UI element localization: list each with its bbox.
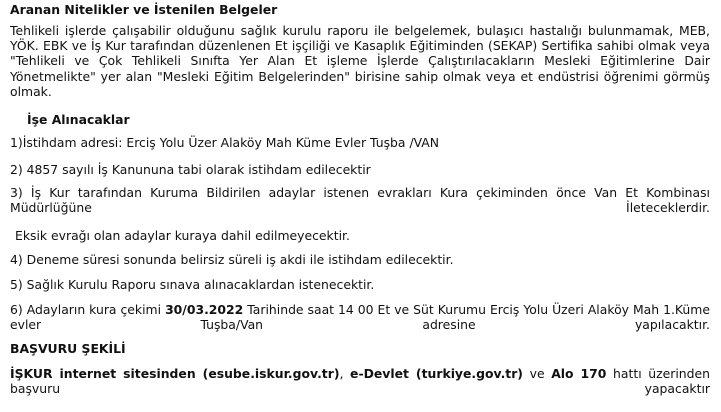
conjunction: ve: [522, 366, 552, 381]
iskur-website: İŞKUR internet sitesinden (esube.iskur.gov.tr): [10, 366, 340, 381]
alo-170-line: Alo 170: [551, 366, 607, 381]
application-tail: hattı üzerinden başvuru yapacaktır: [10, 366, 710, 397]
lottery-date: 30/03.2022: [165, 302, 244, 317]
separator: ,: [339, 366, 351, 381]
item-2: 2) 4857 sayılı İş Kanununa tabi olarak istihdam edilecektir: [10, 162, 371, 177]
qualifications-heading: Aranan Nitelikler ve İstenilen Belgeler: [10, 2, 278, 17]
item-4: 4) Deneme süresi sonunda belirsiz süreli iş akdi ile istihdam edilecektir.: [10, 252, 454, 267]
hiring-heading: İşe Alınacaklar: [27, 112, 130, 127]
item-1: 1)İstihdam adresi: Erciş Yolu Üzer Alaköy Mah Küme Evler Tuşba /VAN: [10, 135, 440, 150]
item-6-text-end: Tarihinde saat 14 00 Et ve Süt Kurumu Erciş Yolu Üzeri Alaköy Mah 1.Küme evler Tuşba/Van adresine yapılacaktır.: [10, 302, 710, 333]
item-6-text-start: 6) Adayların kura çekimi: [10, 302, 166, 317]
missing-documents-note: Eksik evrağı olan adaylar kuraya dahil edilmeyecektir.: [15, 228, 350, 243]
application-heading: BAŞVURU ŞEKİLİ: [10, 341, 126, 356]
item-5: 5) Sağlık Kurulu Raporu sınava alınacaklardan istenecektir.: [10, 277, 375, 292]
edevlet-website: e-Devlet (turkiye.gov.tr): [350, 366, 523, 381]
item-3: 3) İş Kur tarafından Kuruma Bildirilen adaylar istenen evrakları Kura çekiminden önce Van Et Kombinası Müdürlüğüne İleteceklerdir.: [10, 185, 710, 216]
qualifications-paragraph: Tehlikeli işlerde çalışabilir olduğunu sağlık kurulu raporu ile belgelemek, bulaşıcı hastalığı bulunmamak, MEB, YÖK. EBK ve İş Kur tarafından düzenlenen Et işçiliği ve Kasaplık Eğitiminden (SEKAP) Sertifika sahibi olmak veya "Tehlikeli ve Çok Tehlikeli Sınıfta Yer Alan Et işleme İşlerde Çalıştırılacakların Mesleki Eğitimlerine Dair Yönetmelikte" yer alan "Mesleki Eğitim Belgelerinden" birisine sahip olmak veya et endüstrisi öğrenimi görmüş olmak.: [10, 23, 710, 99]
